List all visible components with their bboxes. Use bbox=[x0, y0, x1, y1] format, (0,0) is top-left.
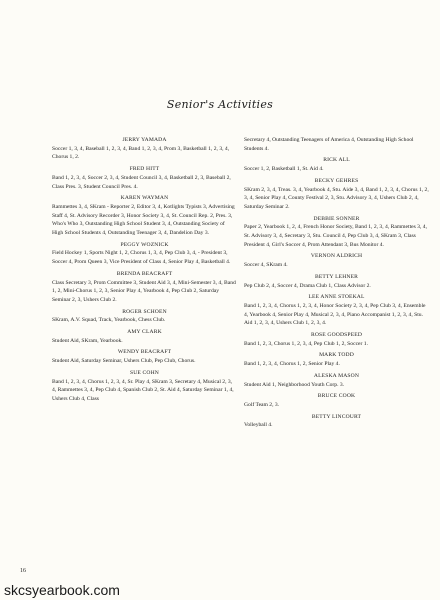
left-column bbox=[52, 136, 237, 407]
senior-activities: Pep Club 2, 4, Soccer 4, Drama Club 1, Class Advisor 2. bbox=[244, 282, 371, 289]
senior-name: MARK TODD bbox=[319, 352, 354, 359]
senior-entry bbox=[244, 215, 429, 250]
senior-activities: Soccer 1, 2, Basketball 1, St. Aid 4. bbox=[244, 166, 324, 173]
senior-entry bbox=[244, 331, 429, 348]
senior-activities: Class Secretary 3, Prom Committee 3, Student Aid 3, 4, Mini-Semester 3, 4, Band 1, 2, Mini-Chorus 1, 2, 3, Senior Play 4, Yearbook 4, Pep Club 2, Saturday Seminar 2, 3, Ushers Club 2. bbox=[52, 279, 236, 303]
senior-entry bbox=[244, 252, 429, 269]
senior-activities: Student Aid 1, Neighborhood Youth Corp. 3. bbox=[244, 381, 345, 388]
senior-name: LEE ANNE STOEKAL bbox=[308, 294, 365, 301]
senior-entry bbox=[244, 351, 429, 368]
senior-entry bbox=[244, 156, 429, 173]
senior-activities: Soccer 4, SKram 4. bbox=[244, 262, 288, 269]
senior-name: BETTY LEHNER bbox=[314, 273, 359, 280]
senior-activities: Rammettes 3, 4, SKram - Reporter 2, Editor 3, 4, Kotlights Typists 3, Advertising Staff 4, St. Advisory Recorder 3, Honor Society 3, 4, St. Council Rep. 2, Pres. 3, Who's Who 3, Outstanding High School Student 3, 4, Outstanding Society of High School Students 4, Outstanding Teenager 3, 4, Dandelion Day 3. bbox=[52, 203, 235, 237]
page-number: 16 bbox=[20, 568, 26, 574]
senior-activities: Student Aid, Saturday Seminar, Ushers Club, Pep Club, Chorus. bbox=[52, 358, 196, 365]
senior-entry bbox=[244, 392, 429, 409]
senior-entry bbox=[52, 369, 237, 404]
senior-name: SUE COHN bbox=[129, 369, 160, 376]
senior-entry bbox=[244, 136, 429, 153]
senior-activities: Paper 2, Yearbook 1, 2, 4, French Honor Society, Band 1, 2, 3, 4, Rammettes 3, 4, St. Advisory 3, 4, Secretary 3, Stu. Council 4, Pep Club 3, 4, SKram 3, Class President 4, Girl's Soccer 4, Prom Attendant 3, Bus Monitor 4. bbox=[244, 224, 427, 248]
senior-name: BECKY GEHRES bbox=[314, 177, 359, 184]
senior-entry bbox=[244, 177, 429, 212]
senior-activities: Volleyball 4. bbox=[244, 422, 273, 429]
senior-entry bbox=[244, 413, 429, 430]
senior-entry bbox=[244, 273, 429, 290]
senior-entry bbox=[52, 308, 237, 325]
senior-activities: SKram, A.V. Squad, Track, Yearbook, Chess Club. bbox=[52, 317, 166, 324]
senior-name: FRED HITT bbox=[129, 166, 160, 173]
senior-name: RICK ALL bbox=[323, 157, 350, 164]
senior-activities: Field Hockey 1, Sports Night 1, 2, Chorus 1, 3, 4, Pep Club 3, 4, - President 3, Soccer 4, Prom Queen 3, Vice President of Class 4, Senior Play 4, Basketball 4. bbox=[52, 250, 231, 266]
senior-activities: Golf Team 2, 3. bbox=[244, 401, 280, 408]
senior-entry bbox=[52, 165, 237, 191]
senior-name: PEGGY WOZNICK bbox=[120, 241, 169, 248]
senior-entry bbox=[52, 270, 237, 305]
senior-activities: Band 1, 2, 3, 4, Chorus 1, 2, Senior Play 4. bbox=[244, 361, 340, 368]
senior-name: BRENDA BEACRAFT bbox=[116, 270, 173, 277]
senior-name: BRUCE COOK bbox=[317, 393, 356, 400]
senior-activities: Band 1, 2, 3, Chorus 1, 2, 3, 4, Pep Club 1, 2, Soccer 1. bbox=[244, 340, 368, 347]
page-title: Senior's Activities bbox=[166, 98, 274, 111]
senior-activities: Student Aid, SKram, Yearbook. bbox=[52, 337, 123, 344]
senior-activities: Band 1, 2, 3, 4, Chorus 1, 2, 3, 4, Honor Society 2, 3, 4, Pep Club 3, 4, Ensemble 4, Yearbook 4, Senior Play 4, Musical 2, 3, 4, Piano Accompanist 1, 2, 3, 4, Stu. Aid 1, 2, 3, 4, Ushers Club 1, 2, 3, 4. bbox=[244, 302, 426, 327]
senior-activities: SKram 2, 3, 4, Treas. 3, 4, Yearbook 4, Stu. Aide 3, 4, Band 1, 2, 3, 4, Chorus 1, 2, 3, 4, Senior Play 4, County Festival 2, 3, Stu. Advisory 3, 4, Ushers Club 2, 4, Saturday Seminar 2. bbox=[244, 186, 429, 210]
senior-name: BETTY LINCOURT bbox=[311, 413, 362, 420]
senior-entry bbox=[52, 136, 237, 162]
senior-entry bbox=[244, 372, 429, 389]
senior-name: KAREN WAYMAN bbox=[120, 195, 169, 202]
senior-name: AMY CLARK bbox=[127, 329, 162, 336]
senior-name: ALESKA MASON bbox=[313, 372, 360, 379]
senior-activities: Secretary 4, Outstanding Teenagers of America 4, Outstanding High School Students 4. bbox=[244, 137, 414, 152]
senior-name: WENDY BEACRAFT bbox=[117, 349, 172, 356]
watermark-text: skcsyearbook.com bbox=[0, 582, 122, 600]
right-column bbox=[244, 136, 429, 433]
senior-activities: Band 1, 2, 3, 4, Chorus 1, 2, 3, 4, Sr. Play 4, SKram 3, Secretary 4, Musical 2, 3, 4, Rammettes 3, 4, Pep Club 4, Spanish Club 2, St. Aid 4, Saturday Seminar 1, 4, Ushers Club 4, Class bbox=[52, 378, 234, 402]
senior-name: JERRY YAMADA bbox=[122, 137, 167, 143]
senior-entry bbox=[52, 194, 237, 238]
senior-activities: Soccer 1, 3, 4, Baseball 1, 2, 3, 4, Band 1, 2, 3, 4, Prom 3, Basketball 1, 2, 3, 4, Chorus 1, 2. bbox=[52, 145, 230, 161]
senior-activities: Band 1, 2, 3, 4, Soccer 2, 3, 4, Student Council 3, 4, Basketball 2, 3, Baseball 2, Class Pres. 3, Student Council Pres. 4. bbox=[52, 174, 231, 190]
senior-name: DEBBIE SONNER bbox=[313, 215, 360, 222]
senior-entry bbox=[52, 328, 237, 345]
senior-entry bbox=[52, 241, 237, 267]
senior-name: ROGER SCHOEN bbox=[122, 308, 167, 315]
senior-name: ROSE GOODSPEED bbox=[310, 332, 363, 339]
senior-entry bbox=[244, 293, 429, 328]
senior-name: VERNON ALDRICH bbox=[310, 253, 363, 260]
senior-entry bbox=[52, 348, 237, 365]
